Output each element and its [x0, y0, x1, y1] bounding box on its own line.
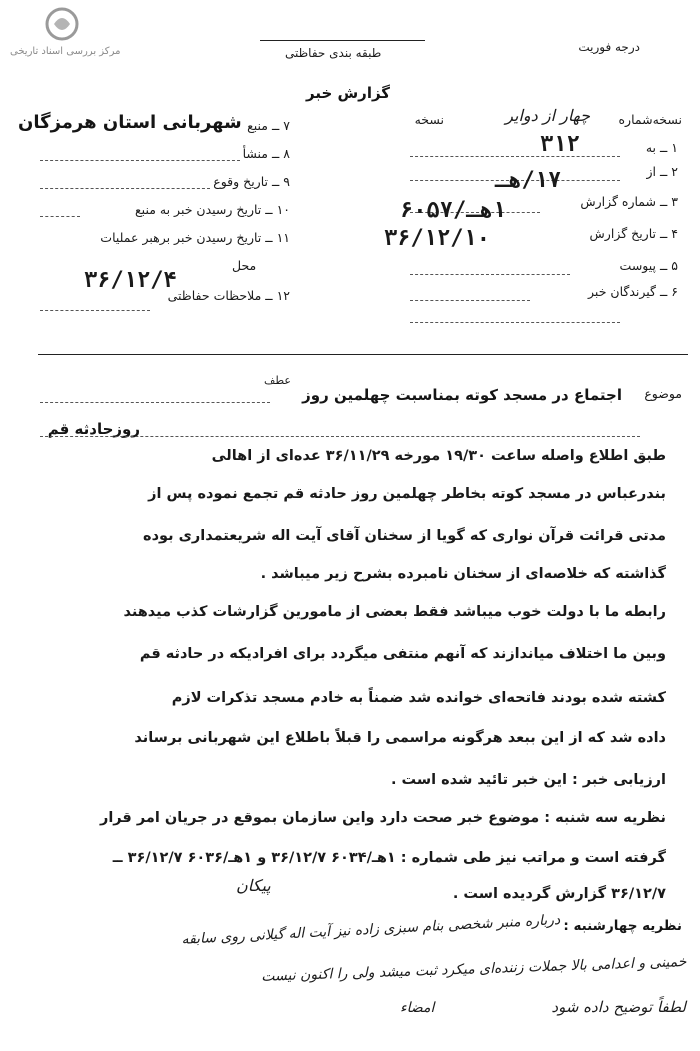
classification-label: طبقه بندی حفاظتی — [285, 46, 382, 60]
attachment-label: ۵ ــ پیوست — [619, 258, 678, 273]
report-title: گزارش خبر — [306, 84, 391, 102]
body-line: کشته شده بودند فاتحه‌ای خوانده شد ضمناً به خادم مسجد تذکرات لازم — [171, 690, 666, 706]
archive-watermark — [10, 6, 150, 62]
body-line: مدتی قرائت قرآن نواری که گویا از سخنان آقای آیت اله شریعتمداری بوده — [143, 528, 666, 544]
to-value: ۳۱۲ — [540, 132, 580, 157]
subject-note: عطف — [264, 374, 291, 387]
priority-label: درجه فوریت — [578, 40, 640, 54]
place-value: ۳۶/۱۲/۴ — [84, 268, 177, 293]
opinion4-line-1: درباره منبر شخصی بنام سبزی زاده نیز آیت اله گیلانی روی سابقه — [180, 912, 561, 948]
copy-label: نسخه‌شماره — [618, 112, 682, 127]
signature: امضاء — [400, 1000, 435, 1016]
report-no-value: ۱هـ/۶۰۵۷ — [400, 198, 506, 223]
from-value: ۱۷/هـ — [495, 168, 562, 193]
body-line: رابطه ما با دولت خوب میباشد فقط بعضی از مامورین گزارشات کذب میدهند — [123, 604, 666, 620]
copy-word: نسخه — [414, 112, 444, 127]
to-label: ۱ ــ به — [645, 140, 678, 155]
opinion3-line-1: نظریه سه شنبه : موضوع خبر صحت دارد واین سازمان بموقع در جریان امر قرار — [99, 810, 666, 826]
opinion4-line-3: لطفاً توضیح داده شود — [551, 998, 686, 1016]
opinion4-label: نظریه چهارشنبه : — [563, 918, 682, 934]
report-date-label: ۴ ــ تاریخ گزارش — [589, 226, 678, 241]
subject-line-1: اجتماع در مسجد کوته بمناسبت چهلمین روز — [302, 386, 622, 404]
from-label: ۲ ــ از — [646, 164, 678, 179]
body-line: وبین ما اختلاف میاندازند که آنهم منتفی میگردد برای افرادیکه در حادثه قم — [139, 646, 666, 662]
received-source-label: ۱۰ ــ تاریخ رسیدن خبر به منبع — [135, 202, 290, 217]
place-label: محل — [232, 258, 257, 273]
evaluation-line: ارزیابی خبر : این خبر تائید شده است . — [390, 772, 666, 788]
archive-logo-icon — [44, 6, 80, 42]
subject-line-2: روزحادثه قم — [47, 420, 140, 438]
watermark-text: مرکز بررسی اسناد تاریخی — [10, 46, 121, 57]
opinion3-line-3: ۳۶/۱۲/۷ گزارش گردیده است . — [452, 886, 666, 902]
subject-label: موضوع — [644, 386, 682, 401]
received-ops-label: ۱۱ ــ تاریخ رسیدن خبر برهبر عملیات — [100, 230, 290, 245]
body-line: طبق اطلاع واصله ساعت ۱۹/۳۰ مورخه ۳۶/۱۱/۲۹ عده‌ای از اهالی — [211, 448, 666, 464]
recipients-label: ۶ ــ گیرندگان خبر — [588, 284, 678, 299]
origin-label: ۸ ــ منشأ — [242, 146, 290, 161]
opinion4-annotation: پیکان — [236, 876, 271, 895]
copy-value: چهار از دوایر — [505, 106, 590, 125]
opinion4-line-2: خمینی و اعدامی بالا جملات زننده‌ای میکرد ثبت میشد ولی را اکنون نیست — [260, 954, 687, 985]
source-label: ۷ ــ منبع — [247, 118, 290, 133]
report-date-value: ۳۶/۱۲/۱۰ — [384, 226, 490, 251]
body-line: گذاشته که خلاصه‌ای از سخنان نامبرده بشرح زیر میباشد . — [260, 566, 666, 582]
date-occurred-label: ۹ ــ تاریخ وقوع — [213, 174, 290, 189]
report-no-label: ۳ ــ شماره گزارش — [580, 194, 678, 209]
opinion3-line-2: گرفته است و مراتب نیز طی شماره : ۱هـ/۶۰۳۴ ۳۶/۱۲/۷ و ۱هـ/۶۰۳۶ ۳۶/۱۲/۷ ــ — [112, 850, 666, 866]
notes-label: ۱۲ ــ ملاحظات حفاظتی — [167, 288, 290, 303]
source-value: شهربانی استان هرمزگان — [18, 112, 242, 133]
body-line: داده شد که از این ببعد هرگونه مراسمی را قبلاً باطلاع این شهربانی برساند — [134, 730, 666, 746]
body-line: بندرعباس در مسجد کوته بخاطر چهلمین روز حادثه قم تجمع نموده پس از — [148, 486, 666, 502]
